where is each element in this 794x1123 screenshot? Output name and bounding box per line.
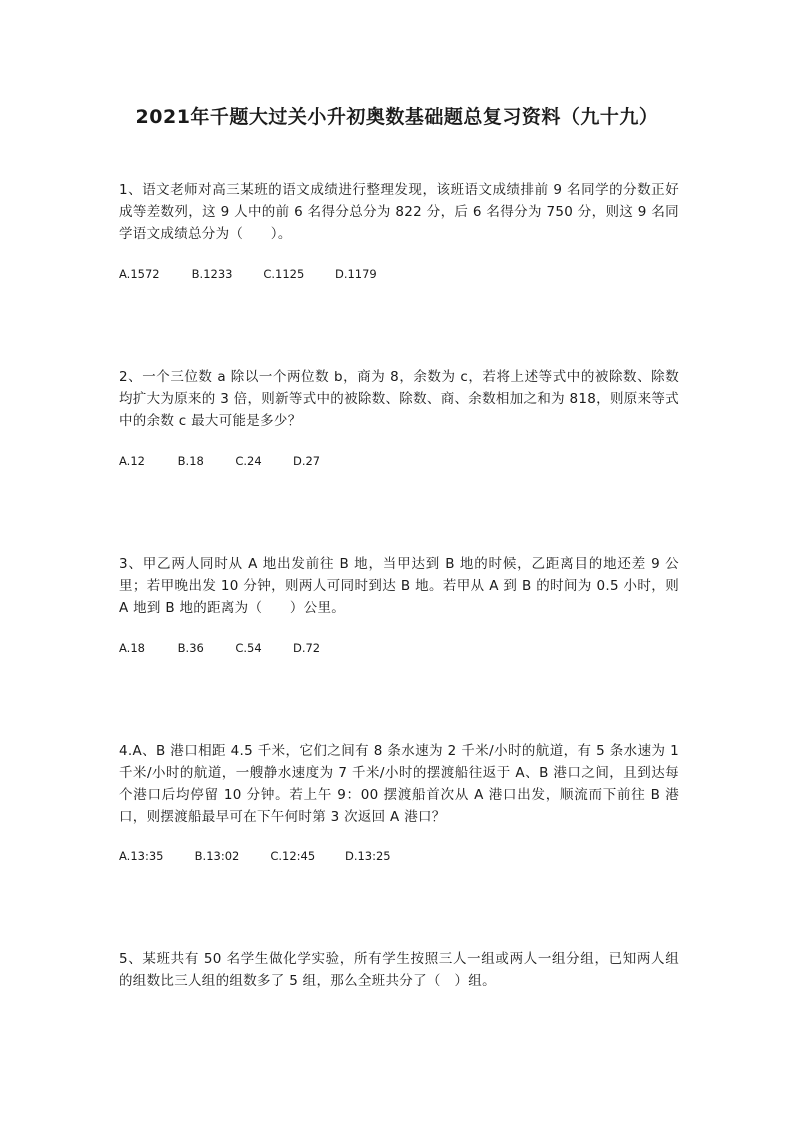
option-c: C.24 [235,454,262,468]
question-3-options [119,640,320,656]
option-a: A.13:35 [119,849,164,863]
question-1 [119,179,679,245]
option-b: B.13:02 [194,849,240,863]
question-4-text: 4.A、B 港口相距 4.5 千米，它们之间有 8 条水速为 2 千米/小时的航道，有 5 条水速为 1 千米/小时的航道，一艘静水速度为 7 千米/小时的摆渡船往返于 A、B 港口之间，且到达每个港口后均停留 10 分钟。若上午 9：00 摆渡船首次从 A 港口出发，顺流而下前往 B 港口，则摆渡船最早可在下午何时第 3 次返回 A 港口？ [119,743,679,825]
option-d: D.1179 [334,267,377,281]
question-2 [119,366,679,432]
option-b: B.18 [177,454,204,468]
question-5 [119,948,679,992]
option-c: C.54 [235,641,262,655]
option-a: A.1572 [119,267,160,281]
option-d: D.72 [292,641,321,655]
option-d: D.27 [292,454,321,468]
option-c: C.12:45 [270,849,316,863]
question-1-text: 1、语文老师对高三某班的语文成绩进行整理发现，该班语文成绩排前 9 名同学的分数正好成等差数列，这 9 人中的前 6 名得分总分为 822 分，后 6 名得分为 750 分，则这 9 名同学语文成绩总分为（ ）。 [119,182,679,242]
question-4 [119,740,679,828]
question-1-options [119,266,377,282]
option-b: B.1233 [191,267,233,281]
question-4-options [119,848,391,864]
question-3 [119,553,679,619]
question-5-text: 5、某班共有 50 名学生做化学实验，所有学生按照三人一组或两人一组分组，已知两人组的组数比三人组的组数多了 5 组，那么全班共分了（ ）组。 [119,951,679,989]
option-d: D.13:25 [344,849,391,863]
option-a: A.12 [119,454,145,468]
option-b: B.36 [177,641,204,655]
option-a: A.18 [119,641,145,655]
question-2-text: 2、一个三位数 a 除以一个两位数 b，商为 8，余数为 c，若将上述等式中的被除数、除数均扩大为原来的 3 倍，则新等式中的被除数、除数、商、余数相加之和为 818，则原来等式中的余数 c 最大可能是多少？ [119,369,679,429]
document-title: 2021年千题大过关小升初奥数基础题总复习资料（九十九） [135,106,659,128]
question-3-text: 3、甲乙两人同时从 A 地出发前往 B 地，当甲达到 B 地的时候，乙距离目的地还差 9 公里；若甲晚出发 10 分钟，则两人可同时到达 B 地。若甲从 A 到 B 的时间为 0.5 小时，则 A 地到 B 地的距离为（ ）公里。 [119,556,679,616]
question-2-options [119,453,320,469]
option-c: C.1125 [263,267,305,281]
